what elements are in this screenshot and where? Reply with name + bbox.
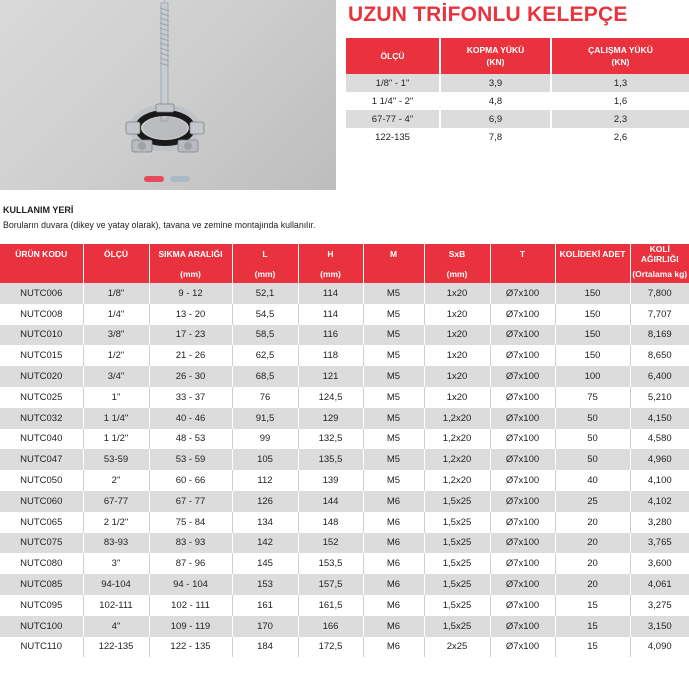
table-cell: 1,5x25	[424, 595, 490, 616]
product-photo	[0, 0, 336, 190]
table-cell: 1/8" - 1"	[346, 74, 440, 92]
unit-cell: (Ortalama kg)	[630, 264, 689, 283]
table-cell: 150	[555, 325, 630, 346]
table-cell: 129	[298, 408, 363, 429]
table-row	[0, 553, 689, 574]
table-cell: 116	[298, 325, 363, 346]
table-cell: 3,765	[630, 533, 689, 554]
table-row	[0, 574, 689, 595]
table-cell: Ø7x100	[490, 429, 555, 450]
table-cell: 6,9	[440, 110, 551, 128]
unit-cell: (mm)	[298, 264, 363, 283]
table-cell: 67-77	[83, 491, 149, 512]
table-row	[0, 325, 689, 346]
table-cell: 20	[555, 533, 630, 554]
load-header-size: ÖLÇÜ	[346, 38, 440, 74]
table-cell: 4,580	[630, 429, 689, 450]
table-cell: 1x20	[424, 387, 490, 408]
header-box-quantity: KOLİDEKİ ADET	[555, 244, 630, 264]
table-cell: 94 - 104	[149, 574, 232, 595]
table-cell: 1/8"	[83, 283, 149, 304]
table-cell: 4,090	[630, 637, 689, 658]
table-cell: 1 1/4"	[83, 408, 149, 429]
table-cell: Ø7x100	[490, 304, 555, 325]
table-cell: 50	[555, 449, 630, 470]
table-cell: 62,5	[232, 345, 298, 366]
table-cell: 1,6	[551, 92, 689, 110]
table-cell: 122-135	[346, 128, 440, 146]
header-size: ÖLÇÜ	[83, 244, 149, 264]
table-cell: 8,650	[630, 345, 689, 366]
table-cell: 102-111	[83, 595, 149, 616]
table-cell: 60 - 66	[149, 470, 232, 491]
table-cell: 1/2"	[83, 345, 149, 366]
table-cell: 20	[555, 574, 630, 595]
table-row	[0, 408, 689, 429]
table-cell: 1x20	[424, 325, 490, 346]
table-cell: 33 - 37	[149, 387, 232, 408]
table-cell: M6	[363, 491, 424, 512]
table-cell: M6	[363, 574, 424, 595]
table-cell: Ø7x100	[490, 595, 555, 616]
table-cell: M6	[363, 553, 424, 574]
table-cell: 139	[298, 470, 363, 491]
table-cell: 83 - 93	[149, 533, 232, 554]
table-cell: 7,707	[630, 304, 689, 325]
table-cell: M6	[363, 512, 424, 533]
table-cell: 144	[298, 491, 363, 512]
table-cell: NUTC085	[0, 574, 83, 595]
table-cell: 1,5x25	[424, 553, 490, 574]
table-cell: 4,960	[630, 449, 689, 470]
table-cell: NUTC075	[0, 533, 83, 554]
table-cell: 1,2x20	[424, 408, 490, 429]
table-cell: 1,5x25	[424, 533, 490, 554]
table-cell: 112	[232, 470, 298, 491]
table-cell: NUTC010	[0, 325, 83, 346]
table-cell: 109 - 119	[149, 616, 232, 637]
table-row	[0, 637, 689, 658]
unit-cell: (mm)	[232, 264, 298, 283]
table-cell: 3,280	[630, 512, 689, 533]
table-cell: 52,1	[232, 283, 298, 304]
table-cell: 124,5	[298, 387, 363, 408]
table-cell: 114	[298, 283, 363, 304]
table-cell: 135,5	[298, 449, 363, 470]
table-cell: 50	[555, 408, 630, 429]
table-cell: 21 - 26	[149, 345, 232, 366]
table-cell: 20	[555, 512, 630, 533]
unit-cell	[555, 264, 630, 283]
table-cell: 3/4"	[83, 366, 149, 387]
table-cell: M5	[363, 345, 424, 366]
table-cell: NUTC110	[0, 637, 83, 658]
table-cell: 153,5	[298, 553, 363, 574]
carousel-dot[interactable]	[170, 176, 190, 182]
table-cell: 7,8	[440, 128, 551, 146]
table-cell: 4"	[83, 616, 149, 637]
header-sxb: SxB	[424, 244, 490, 264]
table-cell: NUTC065	[0, 512, 83, 533]
table-cell: 1x20	[424, 366, 490, 387]
table-cell: 75 - 84	[149, 512, 232, 533]
table-cell: 6,400	[630, 366, 689, 387]
table-row	[0, 512, 689, 533]
table-cell: 161,5	[298, 595, 363, 616]
page-title: UZUN TRİFONLU KELEPÇE	[348, 3, 628, 26]
table-cell: 25	[555, 491, 630, 512]
table-cell: Ø7x100	[490, 574, 555, 595]
table-row	[0, 387, 689, 408]
table-cell: 9 - 12	[149, 283, 232, 304]
table-cell: M6	[363, 533, 424, 554]
load-header-breaking-load: KOPMA YÜKÜ (KN)	[440, 38, 551, 74]
table-cell: 7,800	[630, 283, 689, 304]
table-cell: 102 - 111	[149, 595, 232, 616]
table-cell: 134	[232, 512, 298, 533]
table-cell: NUTC006	[0, 283, 83, 304]
table-cell: 67 - 77	[149, 491, 232, 512]
table-cell: NUTC025	[0, 387, 83, 408]
unit-cell	[363, 264, 424, 283]
table-cell: 99	[232, 429, 298, 450]
table-cell: M5	[363, 449, 424, 470]
header-h: H	[298, 244, 363, 264]
table-cell: Ø7x100	[490, 345, 555, 366]
table-cell: 67-77 - 4"	[346, 110, 440, 128]
table-cell: 1,5x25	[424, 491, 490, 512]
table-cell: 2,3	[551, 110, 689, 128]
table-row	[346, 128, 689, 146]
table-cell: 58,5	[232, 325, 298, 346]
table-cell: Ø7x100	[490, 387, 555, 408]
table-cell: NUTC100	[0, 616, 83, 637]
table-cell: 94-104	[83, 574, 149, 595]
table-cell: 13 - 20	[149, 304, 232, 325]
table-cell: 3,600	[630, 553, 689, 574]
table-cell: 4,061	[630, 574, 689, 595]
threaded-rod	[160, 0, 169, 121]
unit-cell: (mm)	[149, 264, 232, 283]
table-cell: 75	[555, 387, 630, 408]
table-row	[0, 449, 689, 470]
table-cell: Ø7x100	[490, 325, 555, 346]
header-clamping-range: SIKMA ARALIĞI	[149, 244, 232, 264]
table-row	[0, 283, 689, 304]
table-cell: 15	[555, 637, 630, 658]
table-cell: NUTC080	[0, 553, 83, 574]
table-cell: NUTC008	[0, 304, 83, 325]
table-cell: 150	[555, 283, 630, 304]
carousel-indicator	[144, 176, 190, 182]
table-cell: 118	[298, 345, 363, 366]
table-cell: 4,100	[630, 470, 689, 491]
table-cell: 105	[232, 449, 298, 470]
table-cell: NUTC015	[0, 345, 83, 366]
header-t: T	[490, 244, 555, 264]
table-cell: 1"	[83, 387, 149, 408]
header-product-code: ÜRÜN KODU	[0, 244, 83, 264]
usage-heading: KULLANIM YERİ	[3, 205, 74, 215]
table-row	[0, 595, 689, 616]
table-cell: 122 - 135	[149, 637, 232, 658]
table-cell: 53 - 59	[149, 449, 232, 470]
table-cell: 3"	[83, 553, 149, 574]
table-cell: 142	[232, 533, 298, 554]
table-cell: 184	[232, 637, 298, 658]
product-table	[0, 244, 689, 657]
table-row	[0, 533, 689, 554]
table-cell: Ø7x100	[490, 512, 555, 533]
table-cell: 172,5	[298, 637, 363, 658]
table-cell: 150	[555, 345, 630, 366]
table-cell: NUTC040	[0, 429, 83, 450]
table-cell: M5	[363, 429, 424, 450]
table-cell: 3/8"	[83, 325, 149, 346]
table-cell: Ø7x100	[490, 491, 555, 512]
table-cell: 3,150	[630, 616, 689, 637]
table-cell: 2 1/2"	[83, 512, 149, 533]
carousel-dot-active[interactable]	[144, 176, 164, 182]
table-cell: 48 - 53	[149, 429, 232, 450]
table-row	[0, 470, 689, 491]
table-cell: M5	[363, 304, 424, 325]
table-cell: 54,5	[232, 304, 298, 325]
table-row	[346, 74, 689, 92]
table-cell: 2,6	[551, 128, 689, 146]
table-cell: 40	[555, 470, 630, 491]
table-cell: NUTC095	[0, 595, 83, 616]
table-cell: 1,2x20	[424, 449, 490, 470]
table-cell: 15	[555, 595, 630, 616]
table-cell: 2x25	[424, 637, 490, 658]
table-cell: 1x20	[424, 304, 490, 325]
table-cell: 126	[232, 491, 298, 512]
table-cell: NUTC032	[0, 408, 83, 429]
table-cell: 76	[232, 387, 298, 408]
table-cell: 3,275	[630, 595, 689, 616]
load-header-working-load: ÇALIŞMA YÜKÜ (KN)	[551, 38, 689, 74]
table-cell: NUTC060	[0, 491, 83, 512]
table-cell: 8,169	[630, 325, 689, 346]
unit-cell	[83, 264, 149, 283]
table-row	[0, 304, 689, 325]
table-cell: 166	[298, 616, 363, 637]
table-cell: 132,5	[298, 429, 363, 450]
table-cell: 170	[232, 616, 298, 637]
product-table-units	[0, 264, 689, 283]
table-cell: 17 - 23	[149, 325, 232, 346]
header-l: L	[232, 244, 298, 264]
table-cell: 26 - 30	[149, 366, 232, 387]
table-cell: 1 1/2"	[83, 429, 149, 450]
table-cell: M5	[363, 366, 424, 387]
table-cell: 1,3	[551, 74, 689, 92]
table-cell: 145	[232, 553, 298, 574]
table-cell: M6	[363, 637, 424, 658]
table-cell: Ø7x100	[490, 366, 555, 387]
table-cell: 1,2x20	[424, 429, 490, 450]
table-cell: M5	[363, 387, 424, 408]
table-cell: Ø7x100	[490, 283, 555, 304]
table-cell: M5	[363, 283, 424, 304]
table-row	[346, 110, 689, 128]
table-cell: Ø7x100	[490, 637, 555, 658]
table-cell: 4,8	[440, 92, 551, 110]
usage-description: Boruların duvara (dikey ve yatay olarak), tavana ve zemine montajında kullanılır.	[3, 220, 316, 230]
load-capacity-table	[346, 38, 689, 146]
table-row	[0, 491, 689, 512]
table-cell: 91,5	[232, 408, 298, 429]
product-table-body	[0, 283, 689, 657]
table-cell: 157,5	[298, 574, 363, 595]
table-cell: M6	[363, 616, 424, 637]
table-cell: NUTC047	[0, 449, 83, 470]
table-cell: 100	[555, 366, 630, 387]
table-cell: 87 - 96	[149, 553, 232, 574]
table-cell: 53-59	[83, 449, 149, 470]
table-cell: 153	[232, 574, 298, 595]
load-table-header	[346, 38, 689, 74]
table-cell: 1 1/4" - 2"	[346, 92, 440, 110]
table-cell: 161	[232, 595, 298, 616]
table-cell: Ø7x100	[490, 470, 555, 491]
table-row	[0, 429, 689, 450]
table-cell: 1,5x25	[424, 616, 490, 637]
table-cell: 40 - 46	[149, 408, 232, 429]
unit-cell	[0, 264, 83, 283]
table-cell: 148	[298, 512, 363, 533]
table-cell: 150	[555, 304, 630, 325]
table-cell: 2"	[83, 470, 149, 491]
table-cell: Ø7x100	[490, 408, 555, 429]
table-cell: M6	[363, 595, 424, 616]
table-cell: Ø7x100	[490, 533, 555, 554]
table-cell: 1x20	[424, 283, 490, 304]
table-cell: 4,150	[630, 408, 689, 429]
table-cell: 3,9	[440, 74, 551, 92]
table-row	[0, 345, 689, 366]
table-row	[346, 92, 689, 110]
table-cell: 152	[298, 533, 363, 554]
table-cell: 15	[555, 616, 630, 637]
table-cell: 1,5x25	[424, 512, 490, 533]
pipe-clamp-illustration	[0, 0, 336, 190]
table-cell: 121	[298, 366, 363, 387]
table-cell: NUTC050	[0, 470, 83, 491]
table-cell: M5	[363, 470, 424, 491]
product-table-header	[0, 244, 689, 264]
table-cell: Ø7x100	[490, 616, 555, 637]
table-cell: 4,102	[630, 491, 689, 512]
table-cell: 114	[298, 304, 363, 325]
table-cell: Ø7x100	[490, 553, 555, 574]
table-cell: 1,2x20	[424, 470, 490, 491]
unit-cell: (mm)	[424, 264, 490, 283]
table-row	[0, 366, 689, 387]
table-cell: 1/4"	[83, 304, 149, 325]
table-cell: 1x20	[424, 345, 490, 366]
header-box-weight: KOLİ AĞIRLIĞI	[630, 244, 689, 264]
table-cell: 5,210	[630, 387, 689, 408]
header-m: M	[363, 244, 424, 264]
table-cell: 50	[555, 429, 630, 450]
table-cell: M5	[363, 325, 424, 346]
table-cell: 20	[555, 553, 630, 574]
table-cell: NUTC020	[0, 366, 83, 387]
unit-cell	[490, 264, 555, 283]
table-row	[0, 616, 689, 637]
table-cell: 122-135	[83, 637, 149, 658]
table-cell: 83-93	[83, 533, 149, 554]
table-cell: M5	[363, 408, 424, 429]
table-cell: 1,5x25	[424, 574, 490, 595]
table-cell: Ø7x100	[490, 449, 555, 470]
table-cell: 68,5	[232, 366, 298, 387]
